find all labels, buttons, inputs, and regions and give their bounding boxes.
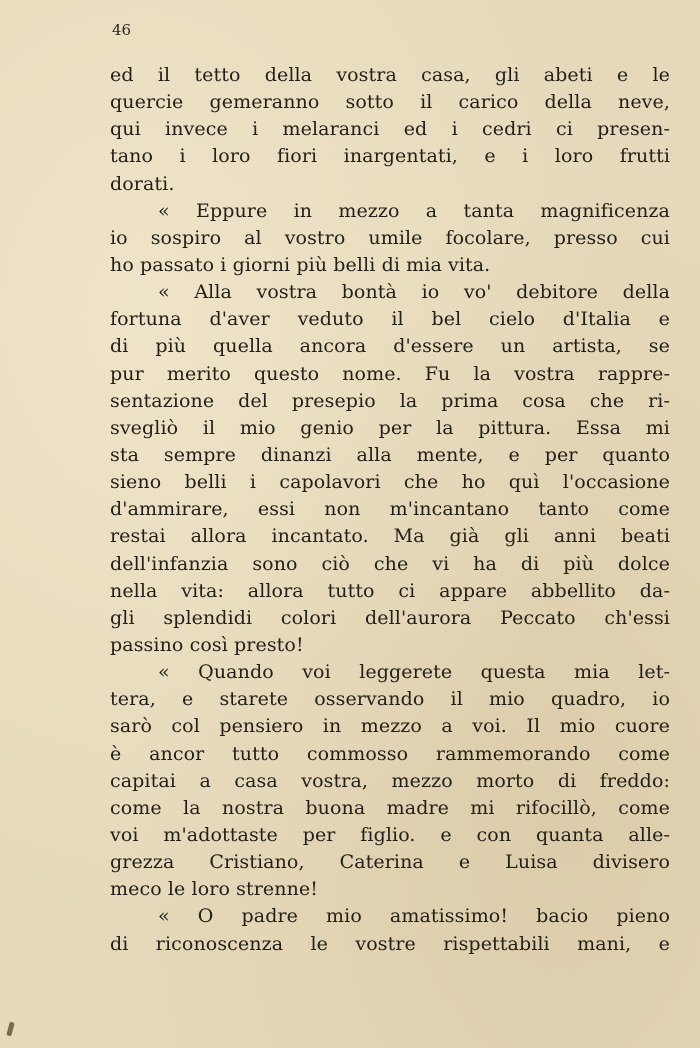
- text-line: sieno belli i capolavori che ho quì l'occasione: [110, 471, 670, 494]
- text-line: nella vita: allora tutto ci appare abbellito da-: [110, 579, 670, 602]
- text-line: capitai a casa vostra, mezzo morto di freddo:: [110, 769, 670, 792]
- text-line: gli splendidi colori dell'aurora Peccato ch'essi: [110, 606, 670, 629]
- text-line: sta sempre dinanzi alla mente, e per quanto: [110, 443, 670, 466]
- text-line: di più quella ancora d'essere un artista, se: [110, 335, 670, 358]
- text-line: « Eppure in mezzo a tanta magnificenza: [158, 199, 670, 222]
- text-line: sentazione del presepio la prima cosa che ri-: [110, 389, 670, 412]
- text-line: dorati.: [110, 172, 175, 195]
- text-line: tano i loro fiori inargentati, e i loro frutti: [110, 145, 670, 168]
- ink-speck: [6, 1022, 14, 1037]
- text-line: svegliò il mio genio per la pittura. Essa mi: [110, 416, 670, 439]
- text-line: tera, e starete osservando il mio quadro, io: [110, 688, 670, 711]
- text-line: meco le loro strenne!: [110, 878, 318, 901]
- text-line: « Quando voi leggerete questa mia let-: [158, 661, 670, 684]
- text-line: ed il tetto della vostra casa, gli abeti e le: [110, 64, 670, 86]
- text-line: come la nostra buona madre mi rifocillò, come: [110, 796, 670, 819]
- text-line: dell'infanzia sono ciò che vi ha di più dolce: [110, 552, 670, 575]
- text-line: voi m'adottaste per figlio. e con quanta alle-: [110, 823, 670, 846]
- text-line: « O padre mio amatissimo! bacio pieno: [158, 905, 670, 928]
- text-line: sarò col pensiero in mezzo a voi. Il mio cuore: [110, 715, 670, 738]
- text-line: quercie gemeranno sotto il carico della neve,: [110, 91, 670, 114]
- text-line: passino così presto!: [110, 633, 304, 656]
- text-line: ho passato i giorni più belli di mia vita.: [110, 253, 491, 276]
- page-number: 46: [112, 21, 132, 39]
- body-text: [110, 62, 670, 958]
- text-line: « Alla vostra bontà io vo' debitore della: [158, 281, 670, 304]
- text-line: restai allora incantato. Ma già gli anni beati: [110, 525, 670, 548]
- text-line: è ancor tutto commosso rammemorando come: [110, 742, 670, 765]
- text-line: di riconoscenza le vostre rispettabili mani, e: [110, 932, 670, 955]
- text-line: grezza Cristiano, Caterina e Luisa divisero: [110, 851, 670, 874]
- text-line: fortuna d'aver veduto il bel cielo d'Italia e: [110, 308, 670, 331]
- text-line: qui invece i melaranci ed i cedri ci presen-: [110, 118, 670, 141]
- text-line: io sospiro al vostro umile focolare, presso cui: [110, 226, 670, 249]
- text-line: pur merito questo nome. Fu la vostra rappre-: [110, 362, 670, 385]
- text-line: d'ammirare, essi non m'incantano tanto come: [110, 498, 670, 521]
